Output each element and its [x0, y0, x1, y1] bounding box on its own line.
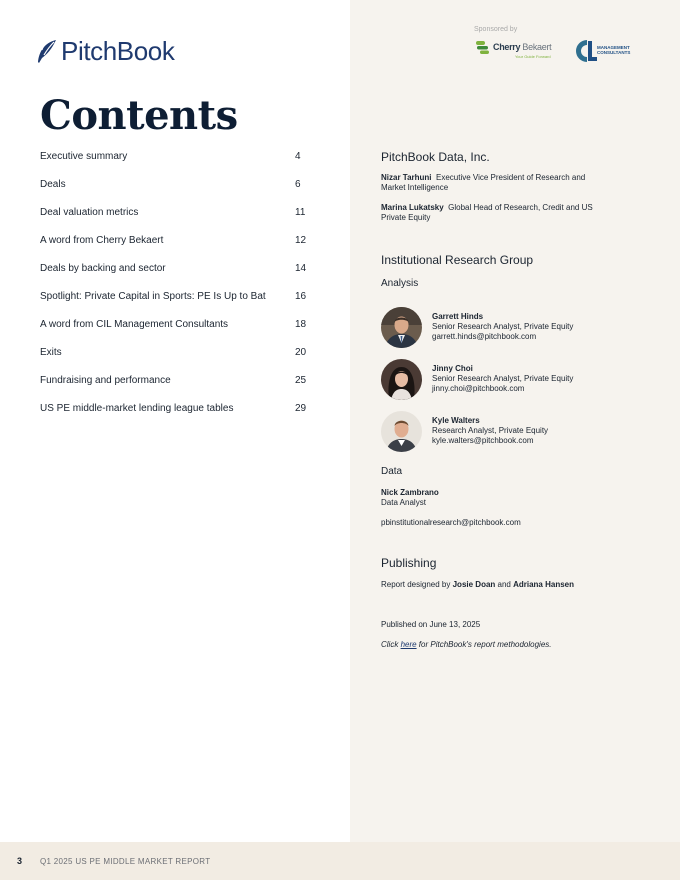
toc-page: 4 [295, 151, 301, 162]
analyst-info [432, 312, 573, 342]
toc-page: 29 [295, 403, 307, 414]
cil-mark-icon [576, 38, 598, 64]
analyst-name: Garrett Hinds [432, 312, 484, 321]
cil-line-2: CONSULTANTS [597, 50, 631, 55]
avatar-photo-icon [381, 411, 422, 452]
toc-item[interactable] [40, 206, 310, 234]
data-analyst-title: Data Analyst [381, 498, 426, 507]
toc-label: US PE middle-market lending league tables [40, 403, 234, 414]
toc-page: 12 [295, 235, 307, 246]
analyst-info [432, 416, 548, 446]
toc-item[interactable] [40, 346, 310, 374]
toc-item[interactable] [40, 374, 310, 402]
click-suffix: for PitchBook's report methodologies. [416, 640, 552, 649]
cherry-bekaert-name [493, 42, 551, 52]
analyst-title: Senior Research Analyst, Private Equity [432, 322, 574, 331]
toc-page: 14 [295, 263, 307, 274]
avatar-photo-icon [381, 359, 422, 400]
toc-page: 25 [295, 375, 307, 386]
analyst-email[interactable]: kyle.walters@pitchbook.com [432, 436, 534, 445]
analyst-title: Research Analyst, Private Equity [432, 426, 549, 435]
leader-entry [381, 203, 596, 223]
toc-item[interactable] [40, 318, 310, 346]
toc-label: Spotlight: Private Capital in Sports: PE Is Up to Bat [40, 291, 266, 302]
designed-prefix: Report designed by [381, 580, 453, 589]
cherry-name-bold: Cherry [493, 42, 521, 52]
avatar [381, 411, 422, 452]
logo-text: PitchBook [61, 36, 175, 66]
cherry-name-light: Bekaert [522, 42, 552, 52]
toc-item[interactable] [40, 150, 310, 178]
toc-item[interactable] [40, 178, 310, 206]
analysis-heading: Analysis [381, 278, 419, 289]
toc-item[interactable] [40, 234, 310, 262]
leader-title: Global Head of Research, Credit and US Private Equity [381, 203, 593, 222]
analyst-card [381, 359, 611, 401]
designed-and: and [495, 580, 514, 589]
pitchbook-logo [36, 37, 174, 65]
designer-name: Adriana Hansen [513, 580, 574, 589]
cil-logo [576, 38, 636, 64]
analyst-name: Jinny Choi [432, 364, 473, 373]
cil-line-1: MANAGEMENT [597, 45, 630, 50]
leader-name: Nizar Tarhuni [381, 173, 432, 182]
sponsored-by-label: Sponsored by [474, 26, 518, 33]
irg-heading: Institutional Research Group [381, 253, 534, 267]
cherry-bekaert-mark-icon [475, 40, 490, 55]
page-footer [0, 842, 680, 880]
org-heading: PitchBook Data, Inc. [381, 150, 490, 164]
cil-wordmark [597, 45, 630, 55]
leader-name: Marina Lukatsky [381, 203, 444, 212]
leader-title: Executive Vice President of Research and Market Intelligence [381, 173, 586, 192]
analyst-email[interactable]: garrett.hinds@pitchbook.com [432, 332, 537, 341]
toc-item[interactable] [40, 290, 310, 318]
data-heading: Data [381, 466, 403, 477]
toc-label: A word from Cherry Bekaert [40, 235, 164, 246]
analyst-title: Senior Research Analyst, Private Equity [432, 374, 574, 383]
toc-item[interactable] [40, 402, 310, 430]
toc-page: 18 [295, 319, 307, 330]
analyst-info [432, 364, 573, 394]
methodology-link[interactable]: here [400, 640, 417, 649]
data-analyst-name: Nick Zambrano [381, 488, 439, 497]
pitchbook-feather-icon [36, 38, 58, 64]
methodology-line [381, 640, 552, 649]
toc-label: Deals by backing and sector [40, 263, 166, 274]
avatar-photo-icon [381, 307, 422, 348]
toc-page: 11 [295, 207, 306, 218]
analyst-name: Kyle Walters [432, 416, 480, 425]
leader-entry [381, 173, 596, 193]
toc-page: 16 [295, 291, 307, 302]
published-date: Published on June 13, 2025 [381, 620, 481, 629]
avatar [381, 359, 422, 400]
toc-label: Deals [40, 179, 66, 190]
analyst-email[interactable]: jinny.choi@pitchbook.com [432, 384, 525, 393]
contents-title: Contents [40, 92, 238, 139]
institutional-research-email[interactable]: pbinstitutionalresearch@pitchbook.com [381, 518, 521, 527]
toc-item[interactable] [40, 262, 310, 290]
data-analyst-entry [381, 488, 439, 508]
toc-label: Deal valuation metrics [40, 207, 139, 218]
analyst-card [381, 307, 611, 349]
designer-name: Josie Doan [452, 580, 496, 589]
page-number: 3 [17, 856, 23, 866]
toc-page: 20 [295, 347, 307, 358]
avatar [381, 307, 422, 348]
table-of-contents [40, 150, 310, 430]
report-title: Q1 2025 US PE MIDDLE MARKET REPORT [40, 857, 211, 866]
toc-label: A word from CIL Management Consultants [40, 319, 229, 330]
cherry-bekaert-tagline: Your Guide Forward [515, 54, 551, 59]
toc-label: Executive summary [40, 151, 128, 162]
publishing-heading: Publishing [381, 556, 437, 570]
cherry-bekaert-logo [475, 39, 555, 61]
click-prefix: Click [381, 640, 401, 649]
toc-page: 6 [295, 179, 301, 190]
analyst-card [381, 411, 611, 453]
toc-label: Fundraising and performance [40, 375, 171, 386]
toc-label: Exits [40, 347, 62, 358]
designed-by-line [381, 580, 574, 589]
